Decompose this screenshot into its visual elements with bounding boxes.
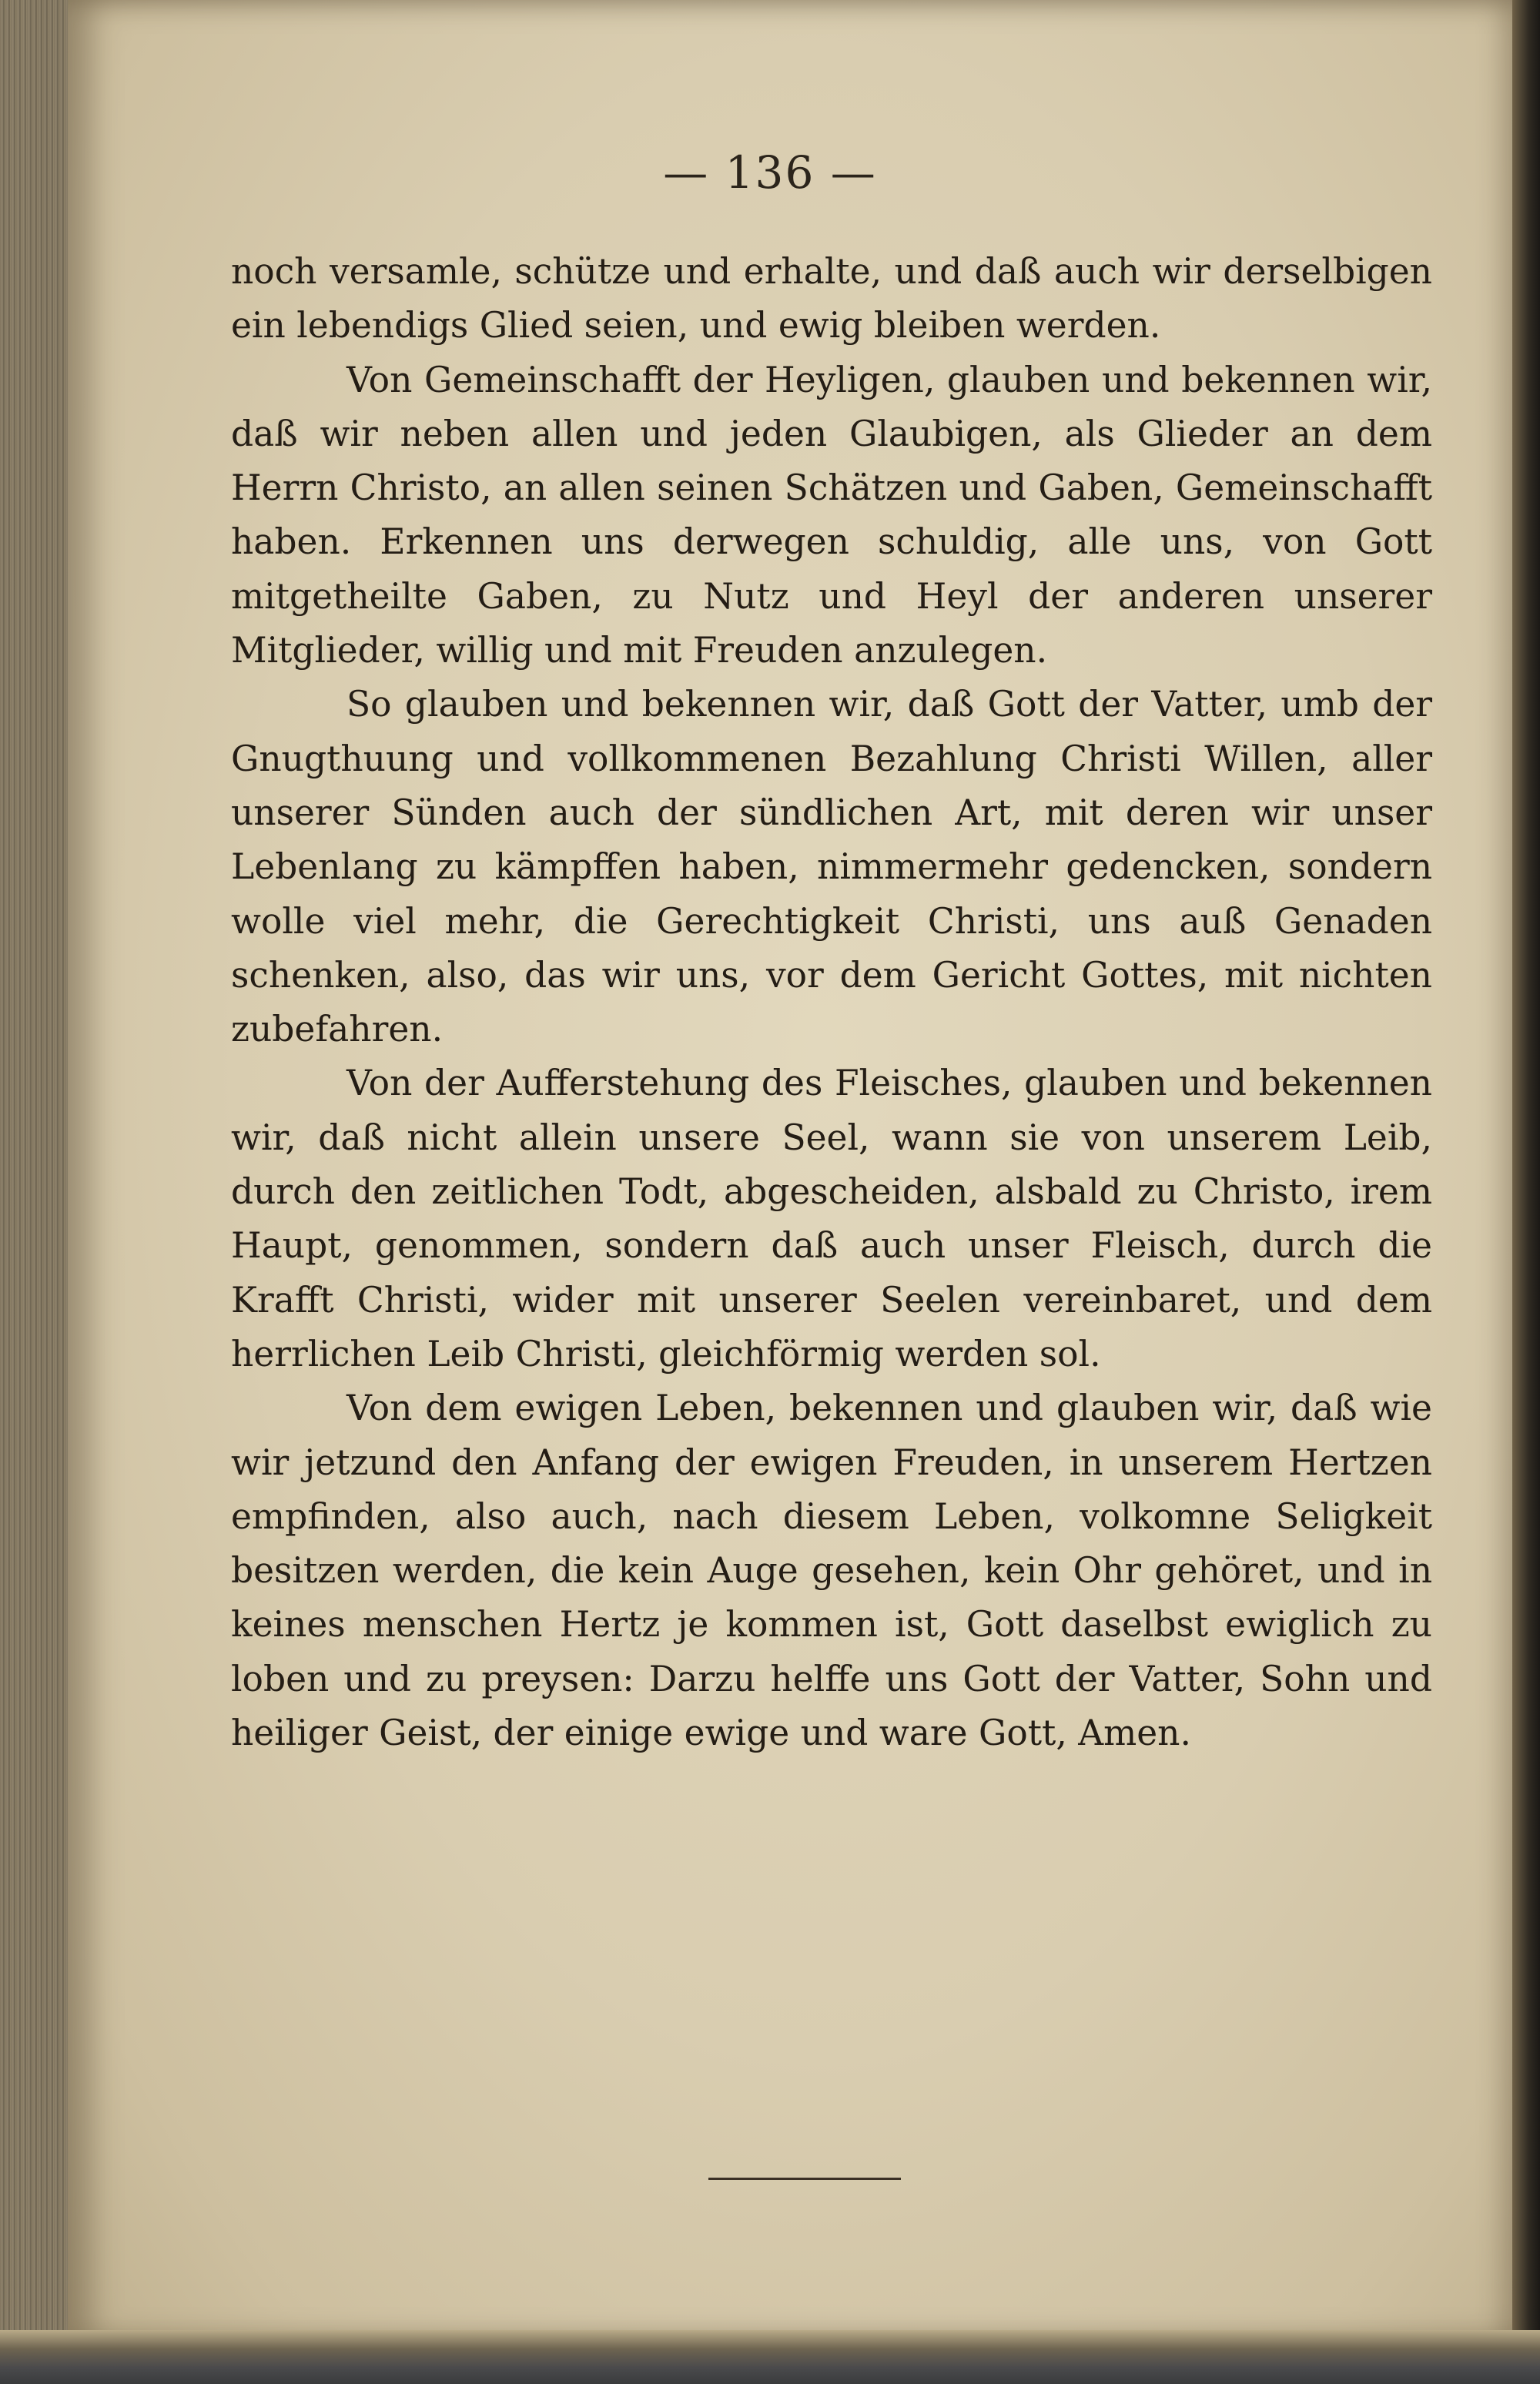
body-text (231, 245, 1432, 1760)
paragraph-vergebung: So glauben und bekennen wir, daß Gott der Vatter, umb der Gnugthuung und vollkommenen Bezahlung Christi Willen, aller unserer Sünden auch der sündlichen Art, mit deren wir unser Lebenlang zu kämpffen haben, nimmermehr gedencken, sondern wolle viel mehr, die Gerechtigkeit Christi, uns auß Genaden schenken, also, das wir uns, vor dem Gericht Gottes, mit nichten zubefahren. (231, 684, 1432, 1050)
paragraph-auferstehung: Von der Aufferstehung des Fleisches, glauben und bekennen wir, daß nicht allein unsere Seel, wann sie von unserem Leib, durch den zeitlichen Todt, abgescheiden, alsbald zu Christo, irem Haupt, genommen, sondern daß auch unser Fleisch, durch die Krafft Christi, wider mit unserer Seelen vereinbaret, und dem herrlichen Leib Christi, gleichförmig werden sol. (231, 1063, 1432, 1374)
page-number: — 136 — (663, 146, 877, 199)
paragraph-gemeinschaft: Von Gemeinschafft der Heyligen, glauben und bekennen wir, daß wir neben allen und jeden Glaubigen, als Glieder an dem Herrn Christo, an allen seinen Schätzen und Gaben, Gemeinschafft haben. Erkennen uns derwegen schuldig, alle uns, von Gott mitgetheilte Gaben, zu Nutz und Heyl der anderen unserer Mitglieder, willig und mit Freuden anzulegen. (231, 359, 1432, 671)
paragraph-ewiges-leben: Von dem ewigen Leben, bekennen und glauben wir, daß wie wir jetzund den Anfang der ewigen Freuden, in unserem Hertzen empfinden, also auch, nach diesem Leben, volkomne Seligkeit besitzen werden, die kein Auge gesehen, kein Ohr gehöret, und in keines menschen Hertz je kommen ist, Gott daselbst ewiglich zu loben und zu preysen: Darzu helffe uns Gott der Vatter, Sohn und heiliger Geist, der einige ewige und ware Gott, Amen. (231, 1388, 1432, 1754)
page-stack-edge (0, 0, 74, 2384)
binding-shadow (1512, 0, 1540, 2384)
paragraph-continuation: noch versamle, schütze und erhalte, und daß auch wir derselbigen ein lebendigs Glied seien, und ewig bleiben werden. (231, 251, 1432, 347)
end-rule (708, 2178, 901, 2180)
bottom-page-edge (0, 2330, 1540, 2384)
